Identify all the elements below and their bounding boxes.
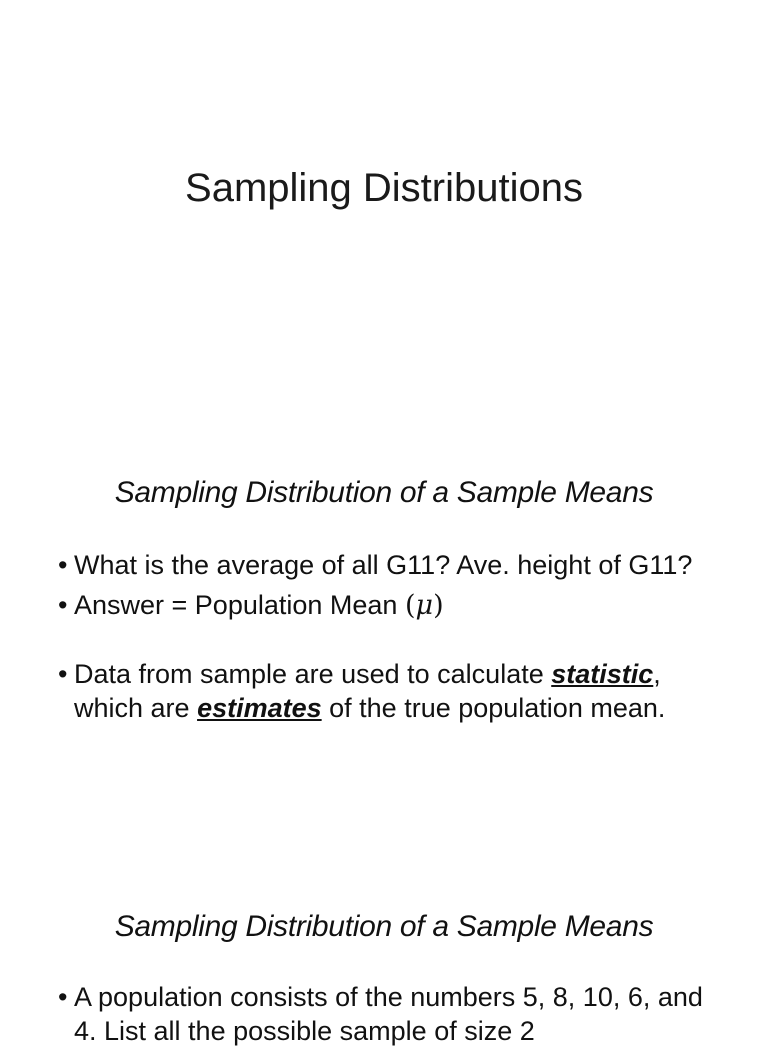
bullet-dot: • (58, 550, 68, 580)
bullet-dot: • (58, 590, 68, 620)
bullet-item-answer (58, 588, 718, 623)
bullet-dot: • (58, 982, 68, 1012)
content-slide-sample-means (0, 420, 768, 850)
title-slide (0, 0, 768, 420)
bullet-list (58, 980, 718, 1048)
close-paren: ) (433, 590, 444, 621)
bullet-item-population (58, 980, 718, 1048)
bullet-text: Answer = Population Mean (74, 590, 405, 620)
slide-title: Sampling Distributions (185, 166, 583, 210)
bullet-text-part: , which are (74, 659, 661, 723)
content-slide-population (0, 850, 768, 1046)
bullet-item-statistic (58, 657, 718, 725)
bullet-text-part: of the true population mean. (321, 693, 666, 723)
bullet-dot: • (58, 659, 68, 689)
open-paren: ( (404, 590, 416, 621)
bullet-text: A population consists of the numbers 5, 8, 10, 6, and 4. List all the possible sample of size 2 (74, 982, 703, 1046)
bullet-list (58, 548, 718, 725)
emphasis-estimates: estimates (197, 693, 322, 723)
emphasis-statistic: statistic (551, 659, 654, 689)
bullet-text-part: Data from sample are used to calculate (74, 659, 552, 689)
mu-symbol: μ (415, 590, 434, 621)
bullet-item-average-question (58, 548, 718, 582)
slide-heading: Sampling Distribution of a Sample Means (114, 910, 654, 943)
bullet-text: What is the average of all G11? Ave. height of G11? (74, 550, 693, 580)
slide-heading: Sampling Distribution of a Sample Means (114, 476, 654, 509)
